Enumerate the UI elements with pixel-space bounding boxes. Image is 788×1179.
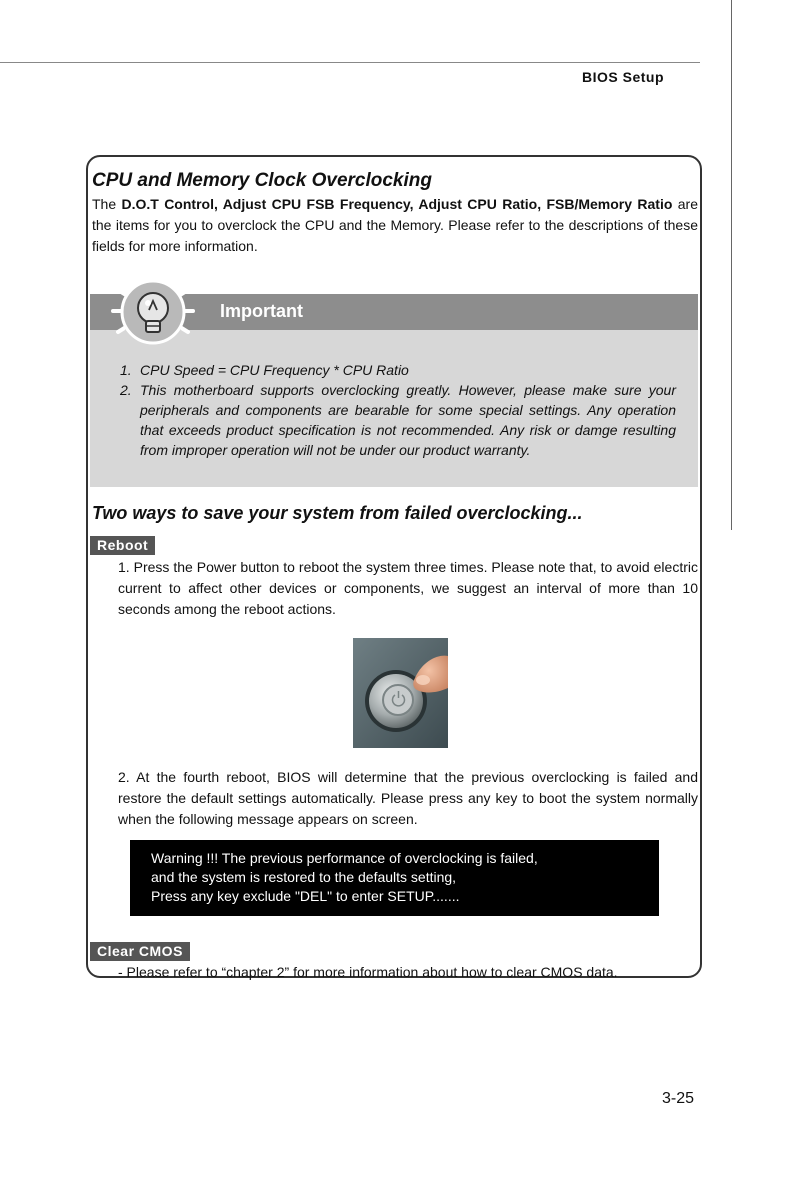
power-button-photo — [353, 638, 448, 748]
reboot-step-1: 1. Press the Power button to reboot the system three times. Please note that, to avoid electric current to affect other devices or components, we suggest an interval of more than 10 seconds among the reboot actions. — [118, 559, 698, 617]
warning-line: Press any key exclude "DEL" to enter SETUP....... — [151, 888, 460, 904]
item-text: CPU Speed = CPU Frequency * CPU Ratio — [140, 362, 409, 378]
warning-line: Warning !!! The previous performance of overclocking is failed, — [151, 850, 538, 866]
important-item — [120, 380, 676, 460]
item-number: 2. — [120, 382, 132, 398]
important-label: Important — [220, 301, 303, 321]
side-rule — [731, 0, 732, 530]
clear-cmos-text: - Please refer to “chapter 2” for more information about how to clear CMOS data. — [118, 964, 618, 980]
intro-bold-items: D.O.T Control, Adjust CPU FSB Frequency, Adjust CPU Ratio, FSB/Memory Ratio — [121, 196, 673, 212]
header-title: BIOS Setup — [582, 69, 665, 85]
warning-line: and the system is restored to the defaults setting, — [151, 869, 457, 885]
ways-title: Two ways to save your system from failed overclocking... — [92, 503, 583, 523]
reboot-step-2: 2. At the fourth reboot, BIOS will determine that the previous overclocking is failed and restore the default settings automatically. Please press any key to boot the system normally when the following message appears on screen. — [118, 769, 698, 827]
section-title: CPU and Memory Clock Overclocking — [92, 170, 432, 191]
intro-rest: are the items for you to overclock the CPU and the Memory. Please refer to the descriptions of these fields for more information. — [92, 196, 699, 254]
important-item — [120, 360, 676, 380]
page-number: 3-25 — [662, 1090, 695, 1107]
intro-paragraph — [92, 194, 698, 257]
clear-cmos-tag: Clear CMOS — [90, 942, 190, 961]
warning-message-screen — [130, 840, 659, 916]
reboot-tag: Reboot — [90, 536, 155, 555]
item-number: 1. — [120, 362, 132, 378]
important-list — [120, 360, 676, 460]
top-rule — [0, 62, 700, 63]
intro-prefix: The — [92, 196, 122, 212]
lightbulb-icon — [108, 266, 198, 356]
item-text: This motherboard supports overclocking greatly. However, please make sure your peripherals and components are bearable for some special settings. Any operation that exceeds product specification is not recommended. Any risk or damge resulting from improper operation will not be under our product warranty. — [140, 382, 676, 458]
